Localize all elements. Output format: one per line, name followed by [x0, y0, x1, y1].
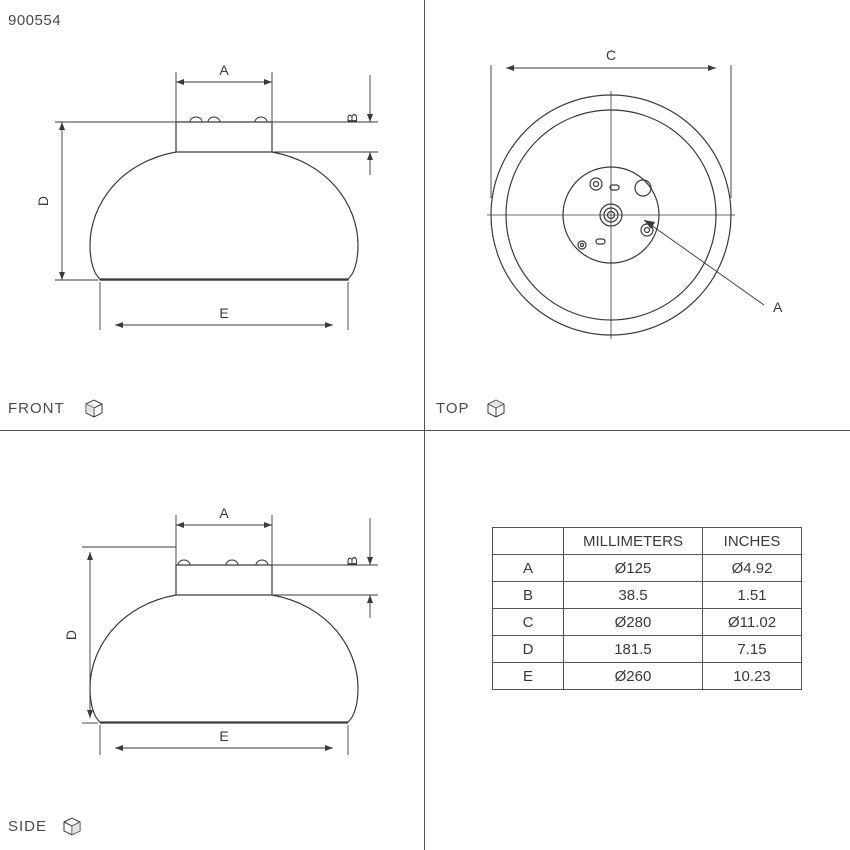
part-number: 900554: [8, 12, 62, 29]
row-mm: Ø125: [564, 555, 703, 582]
dimension-table: [492, 527, 802, 690]
row-label: D: [493, 636, 564, 663]
row-label: E: [493, 663, 564, 690]
dim-e-side-label: E: [219, 728, 229, 744]
top-view-drawing: [424, 30, 850, 420]
dim-a-front-label: A: [219, 62, 229, 78]
table-header-millimeters: MILLIMETERS: [564, 528, 703, 555]
row-in: 1.51: [703, 582, 802, 609]
dim-d-front-label: D: [35, 195, 51, 207]
front-view-label: FRONT: [8, 400, 65, 417]
dim-e-front-label: E: [219, 305, 229, 321]
dim-a-side-label: A: [219, 505, 229, 521]
table-header-inches: INCHES: [703, 528, 802, 555]
table-header-row: [493, 528, 802, 555]
row-label: A: [493, 555, 564, 582]
side-view-drawing: [0, 455, 424, 845]
dim-c-top-label: C: [605, 47, 617, 63]
dim-d-side-label: D: [63, 629, 79, 641]
row-mm: Ø280: [564, 609, 703, 636]
cube-front-icon: [82, 396, 106, 420]
table-row: [493, 609, 802, 636]
table-row: [493, 636, 802, 663]
row-mm: 38.5: [564, 582, 703, 609]
row-in: Ø11.02: [703, 609, 802, 636]
row-label: C: [493, 609, 564, 636]
side-view-label: SIDE: [8, 818, 48, 835]
row-in: Ø4.92: [703, 555, 802, 582]
sheet-divider-horizontal: [0, 430, 850, 431]
row-in: 7.15: [703, 636, 802, 663]
table-row: [493, 582, 802, 609]
dim-b-front-label: B: [344, 113, 360, 123]
cube-top-icon: [484, 396, 508, 420]
top-view-label: TOP: [436, 400, 470, 417]
row-mm: Ø260: [564, 663, 703, 690]
row-label: B: [493, 582, 564, 609]
dim-a-top-label: A: [773, 299, 783, 315]
dim-b-side-label: B: [344, 556, 360, 566]
row-mm: 181.5: [564, 636, 703, 663]
table-row: [493, 663, 802, 690]
front-view-drawing: [0, 30, 424, 420]
table-header-blank: [493, 528, 564, 555]
row-in: 10.23: [703, 663, 802, 690]
cube-side-icon: [60, 814, 84, 838]
table-row: [493, 555, 802, 582]
